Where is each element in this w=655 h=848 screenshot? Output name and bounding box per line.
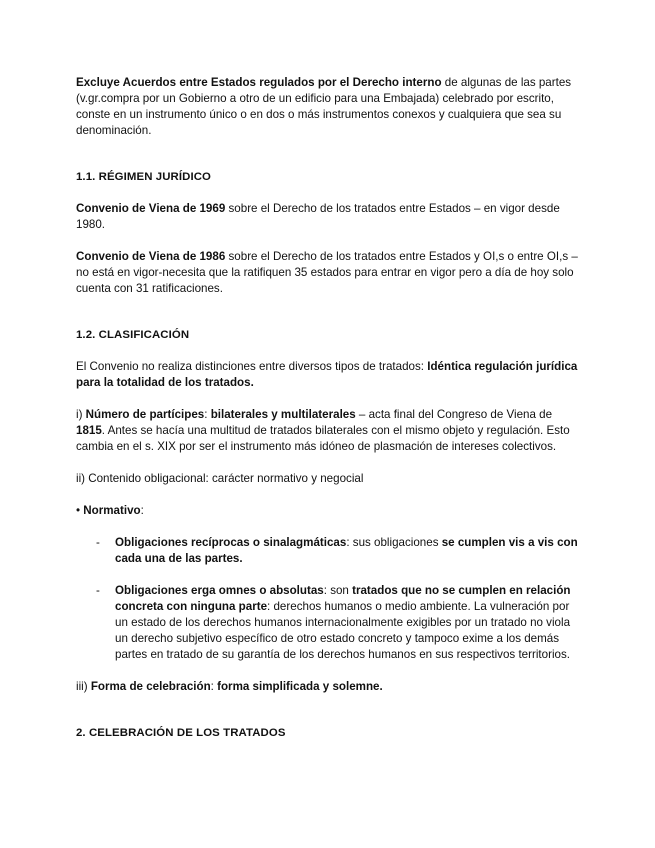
reciprocas-text: : sus obligaciones — [346, 536, 442, 549]
intro-paragraph — [76, 75, 581, 139]
participes-sep: : — [204, 408, 211, 421]
forma-bold-2: forma simplificada y solemne. — [217, 680, 383, 693]
list-item — [76, 583, 581, 663]
convenio-1969-bold: Convenio de Viena de 1969 — [76, 202, 226, 215]
participes-paragraph — [76, 407, 581, 455]
intro-bold: Excluye Acuerdos entre Estados regulados por el Derecho interno — [76, 76, 442, 89]
normativo-bold: Normativo — [83, 504, 141, 517]
convenio-text: El Convenio no realiza distinciones entre diversos tipos de tratados: — [76, 360, 428, 373]
reciprocas-paragraph — [115, 535, 581, 567]
erga-omnes-paragraph — [115, 583, 581, 663]
convenio-1986-bold: Convenio de Viena de 1986 — [76, 250, 226, 263]
bilaterales-bold: bilaterales y multilaterales — [210, 408, 356, 421]
convenio-1969-paragraph — [76, 201, 581, 233]
contenido-paragraph: ii) Contenido obligacional: carácter normativo y negocial — [76, 472, 364, 485]
convenio-1986-paragraph — [76, 249, 581, 297]
forma-sep: : — [210, 680, 218, 693]
bullet: • — [76, 504, 84, 517]
dash-marker: - — [96, 536, 100, 549]
forma-paragraph — [76, 679, 581, 695]
convenio-1969-text: sobre el Derecho de los tratados entre Estados – en vigor desde 1980. — [76, 202, 560, 231]
section-heading-2: 2. CELEBRACIÓN DE LOS TRATADOS — [76, 727, 286, 739]
dash-marker: - — [96, 584, 100, 597]
document-page — [76, 75, 581, 741]
erga-omnes-bold: Obligaciones erga omnes o absolutas — [115, 584, 324, 597]
section-heading-1-1: 1.1. RÉGIMEN JURÍDICO — [76, 171, 212, 183]
participes-text-1: – acta final del Congreso de Viena de — [355, 408, 553, 421]
convenio-bold: Idéntica regulación jurídica para la totalidad de los tratados. — [76, 360, 578, 389]
erga-omnes-text-2: : derechos humanos o medio ambiente. La vulneración por un estado de los derechos humanos internacionalmente exigibles por un tratado no viola un derecho subjetivo específico de otro estado concreto y tampoco exime a los demás partes en tratado de su garantía de los derechos humanos en sus respectivos territorios. — [115, 600, 571, 661]
participes-text-2: . Antes se hacía una multitud de tratados bilaterales con el mismo objeto y regulación. Esto cambia en el s. XIX por ser el instrumento más idóneo de plasmación de intereses colectivos. — [76, 424, 570, 453]
forma-bold: Forma de celebración — [90, 680, 211, 693]
list-item — [76, 535, 581, 567]
convenio-1986-text: sobre el Derecho de los tratados entre Estados y OI,s o entre OI,s – no está en vigor-necesita que la ratifiquen 35 estados para entrar en vigor pero a día de hoy solo cuenta con 31 ratificaciones. — [76, 250, 578, 295]
normativo-colon: : — [140, 504, 144, 517]
intro-text: de algunas de las partes (v.gr.compra por un Gobierno a otro de un edificio para una Embajada) celebrado por escrito, conste en un instrumento único o en dos o más instrumentos conexos y cualquiera que sea su denominación. — [76, 76, 572, 137]
normativo-label — [76, 503, 581, 519]
erga-omnes-bold-2: tratados que no se cumplen en relación concreta con ninguna parte — [115, 584, 571, 613]
year-1815-bold: 1815 — [76, 424, 102, 437]
section-heading-1-2: 1.2. CLASIFICACIÓN — [76, 329, 190, 341]
forma-prefix: iii) — [76, 680, 91, 693]
vis-a-vis-bold: se cumplen vis a vis con cada una de las partes. — [115, 536, 578, 565]
convenio-paragraph — [76, 359, 581, 391]
erga-omnes-text-1: : son — [323, 584, 353, 597]
participes-bold: Número de partícipes — [85, 408, 205, 421]
participes-prefix: i) — [76, 408, 86, 421]
reciprocas-bold: Obligaciones recíprocas o sinalagmáticas — [115, 536, 347, 549]
